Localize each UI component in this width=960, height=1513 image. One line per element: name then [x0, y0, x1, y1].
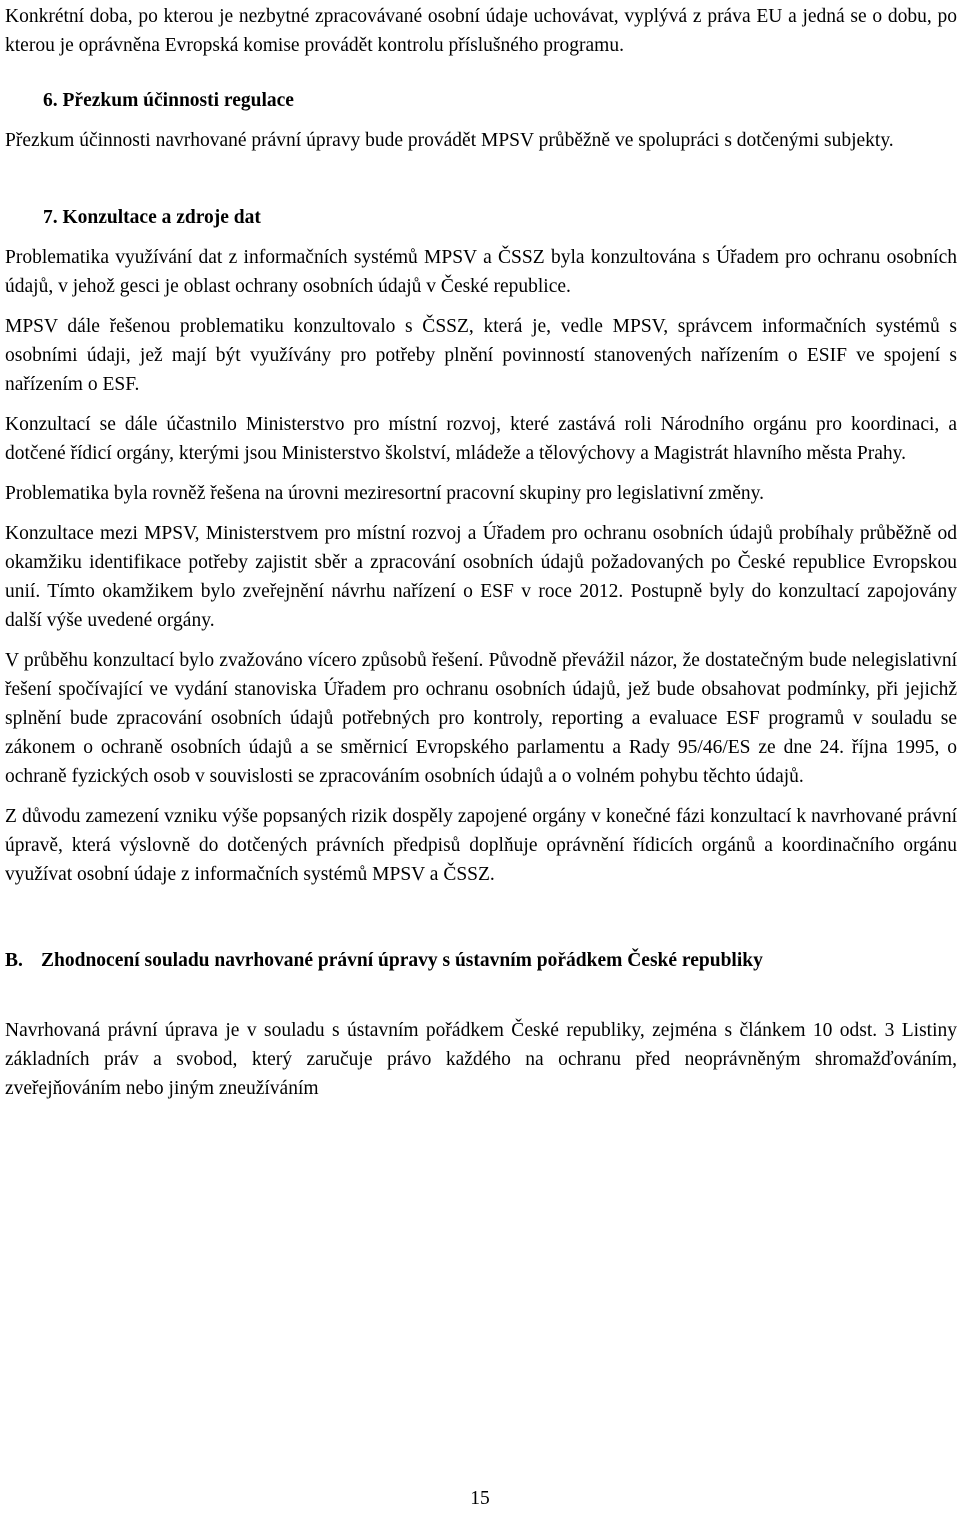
- section-b-heading: [5, 946, 957, 975]
- section-b-letter: B.: [5, 950, 23, 971]
- section-6-paragraph: Přezkum účinnosti navrhované právní úpravy bude provádět MPSV průběžně ve spolupráci s dotčenými subjekty.: [5, 130, 894, 151]
- section-7-paragraph-2: MPSV dále řešenou problematiku konzultovalo s ČSSZ, která je, vedle MPSV, správcem informačních systémů s osobními údaji, jež mají být využívány pro potřeby plnění povinností stanovených nařízením o ESIF ve spojení s nařízením o ESF.: [5, 316, 957, 395]
- intro-paragraph: Konkrétní doba, po kterou je nezbytné zpracovávané osobní údaje uchovávat, vyplývá z práva EU a jedná se o dobu, po kterou je oprávněna Evropská komise provádět kontrolu příslušného programu.: [5, 6, 957, 56]
- section-6-heading: 6. Přezkum účinnosti regulace: [43, 90, 294, 111]
- section-7-heading: 7. Konzultace a zdroje dat: [43, 207, 261, 228]
- section-b-paragraph-1: Navrhovaná právní úprava je v souladu s ústavním pořádkem České republiky, zejména s článkem 10 odst. 3 Listiny základních práv a svobod, který zaručuje právo každého na ochranu před neoprávněným shromažďováním, zveřejňováním nebo jiným zneužíváním: [5, 1020, 957, 1099]
- section-7-paragraph-4: Problematika byla rovněž řešena na úrovni meziresortní pracovní skupiny pro legislativní změny.: [5, 483, 765, 504]
- document-page: [5, 0, 957, 1103]
- section-7-paragraph-7: Z důvodu zamezení vzniku výše popsaných rizik dospěly zapojené orgány v konečné fázi konzultací k navrhované právní úpravě, která výslovně do dotčených právních předpisů doplňuje oprávnění řídicích orgánů a koordinačního orgánu využívat osobní údaje z informačních systémů MPSV a ČSSZ.: [5, 806, 957, 885]
- page-number: 15: [470, 1488, 490, 1509]
- section-7-paragraph-6: V průběhu konzultací bylo zvažováno vícero způsobů řešení. Původně převážil názor, že dostatečným bude nelegislativní řešení spočívající ve vydání stanoviska Úřadem pro ochranu osobních údajů, jež bude obsahovat podmínky, při jejichž splnění bude zpracování osobních údajů potřebných pro kontroly, reporting a evaluace ESF programů v souladu se zákonem o ochraně osobních údajů a se směrnicí Evropského parlamentu a Rady 95/46/ES ze dne 24. října 1995, o ochraně fyzických osob v souvislosti se zpracováním osobních údajů a o volném pohybu těchto údajů.: [5, 650, 957, 787]
- section-7-paragraph-5: Konzultace mezi MPSV, Ministerstvem pro místní rozvoj a Úřadem pro ochranu osobních údajů probíhaly průběžně od okamžiku identifikace potřeby zajistit sběr a zpracování osobních údajů požadovaných po České republice Evropskou unií. Tímto okamžikem bylo zveřejnění návrhu nařízení o ESF v roce 2012. Postupně byly do konzultací zapojovány další výše uvedené orgány.: [5, 523, 957, 631]
- section-b-title: Zhodnocení souladu navrhované právní úpravy s ústavním pořádkem České republiky: [41, 950, 763, 971]
- section-7-paragraph-1: Problematika využívání dat z informačních systémů MPSV a ČSSZ byla konzultována s Úřadem pro ochranu osobních údajů, v jehož gesci je oblast ochrany osobních údajů v České republice.: [5, 247, 957, 297]
- section-7-paragraph-3: Konzultací se dále účastnilo Ministerstvo pro místní rozvoj, které zastává roli Národního orgánu pro koordinaci, a dotčené řídicí orgány, kterými jsou Ministerstvo školství, mládeže a tělovýchovy a Magistrát hlavního města Prahy.: [5, 414, 957, 464]
